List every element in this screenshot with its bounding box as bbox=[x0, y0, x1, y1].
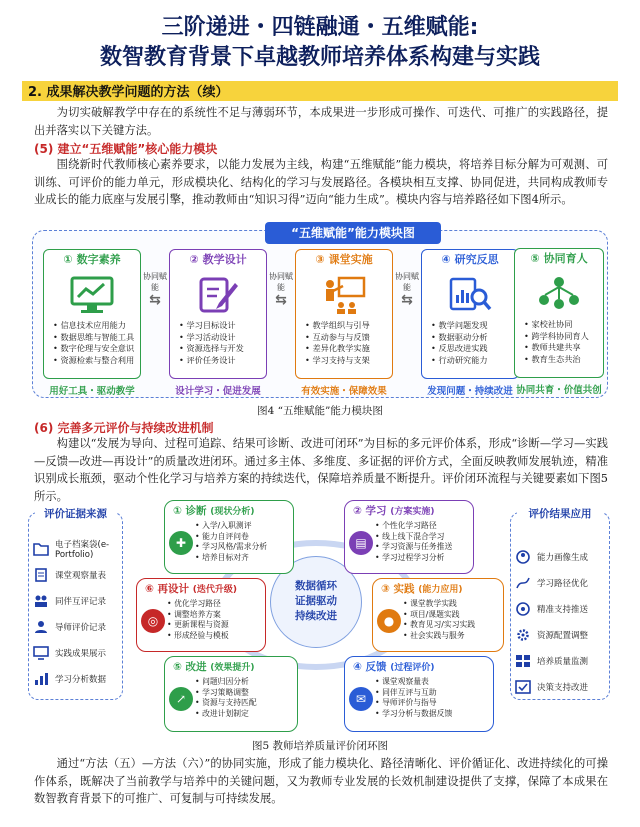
pencil-doc-icon bbox=[170, 270, 266, 320]
target-icon bbox=[515, 602, 531, 616]
list-item: • 差异化教学实施 bbox=[305, 343, 392, 355]
team-icon: ● bbox=[377, 609, 401, 633]
module-footer: 发现问题・持续改进 bbox=[427, 386, 513, 397]
module-card-research-reflection bbox=[421, 249, 519, 379]
list-item: • 学习支持与支架 bbox=[305, 355, 392, 367]
method5-paragraph: 围绕新时代教师核心素养要求，以能力发展为主线，构建“五维赋能”能力模块，将培养目标分解为可观测、可训练、可评价的能力单元，形成模块化、结构化的学习与发展路径。各模块相互支撑、协同促进，共同构成教师专业成长的能力底座与发展引擎，推动教师由“知识习得”迈向“能力生成”。模块内容与培养路径如下图4所示。 bbox=[34, 158, 608, 206]
panel-title: 评价证据来源 bbox=[35, 505, 116, 523]
connector-label: 协同赋能 ⇆ bbox=[395, 272, 419, 308]
monitor-icon bbox=[33, 646, 49, 660]
list-item: • 家校社协同 bbox=[524, 319, 603, 331]
list-item: • 教学组织与引导 bbox=[305, 320, 392, 332]
figure-4-caption: 图4 “五维赋能”能力模块图 bbox=[257, 405, 383, 417]
list-item: 学习路径优化 bbox=[515, 573, 607, 593]
module-footer: 协同共育・价值共创 bbox=[516, 385, 602, 396]
stage-practice: ③ 实践 (能力应用) ● • 课堂教学实践 • 项目/课题实践 • 教育见习/实习实践 • 社会实践与服务 bbox=[372, 578, 504, 652]
list-item: • 信息技术应用能力 bbox=[53, 320, 140, 332]
list-item: • 数据驱动分析 bbox=[431, 332, 518, 344]
list-item: • 教师共建共享 bbox=[524, 342, 603, 354]
result-application-panel bbox=[510, 508, 610, 700]
figure-4-title: “五维赋能”能力模块图 bbox=[265, 222, 441, 244]
module-card-digital-literacy bbox=[43, 249, 141, 379]
list-item: 学习分析数据 bbox=[33, 669, 120, 689]
section-heading-bar bbox=[22, 81, 618, 101]
gear-icon bbox=[515, 628, 531, 642]
list-item: • 教学问题发现 bbox=[431, 320, 518, 332]
people-icon bbox=[33, 594, 49, 608]
list-item: • 互动参与与反馈 bbox=[305, 332, 392, 344]
people-network-icon bbox=[515, 269, 603, 319]
module-card-collaborative-education bbox=[514, 248, 604, 378]
conclusion-paragraph: 通过“方法（五）—方法（六）”的协同实施，形成了能力模块化、路径清晰化、评价循证化、改进持续化的可操作体系，既解决了当前教学与培养中的关键问题，又为教师专业发展的长效机制建设提供了支撑，保障了本成果在数智教育背景下的可推广、可复制与可持续发展。 bbox=[34, 757, 608, 805]
list-item: • 学习活动设计 bbox=[179, 332, 266, 344]
module-card-teaching-design bbox=[169, 249, 267, 379]
list-item: 电子档案袋(e-Portfolio) bbox=[33, 535, 120, 563]
magnifier-report-icon bbox=[422, 270, 518, 320]
connector-label: 协同赋能 ⇆ bbox=[269, 272, 293, 308]
list-item: • 评价任务设计 bbox=[179, 355, 266, 367]
growth-chart-icon: ↗ bbox=[169, 687, 193, 711]
connector-label: 协同赋能 ⇆ bbox=[143, 272, 167, 308]
list-item: 同伴互评记录 bbox=[33, 591, 120, 611]
list-item: • 数据思维与智能工具 bbox=[53, 332, 140, 344]
module-item-list bbox=[44, 320, 140, 366]
book-icon: ▤ bbox=[349, 531, 373, 555]
panel-title: 评价结果应用 bbox=[517, 505, 603, 523]
list-item: 导师评价记录 bbox=[33, 617, 120, 637]
list-item: 资源配置调整 bbox=[515, 625, 607, 645]
module-title: ③ 课堂实施 bbox=[315, 253, 373, 266]
chart-screen-icon bbox=[44, 270, 140, 320]
list-item: • 资源选择与开发 bbox=[179, 343, 266, 355]
figure-5-caption: 图5 教师培养质量评价闭环图 bbox=[251, 740, 389, 752]
module-footer: 设计学习・促进发展 bbox=[175, 386, 261, 397]
stage-feedback: ④ 反馈 (过程评价) ✉ • 课堂观察量表 • 同伴互评与互助 • 导师评价与指导 • 学习分析与数据反馈 bbox=[344, 656, 494, 732]
mentor-icon bbox=[33, 620, 49, 634]
path-icon bbox=[515, 576, 531, 590]
stage-improve: ⑤ 改进 (效果提升) ↗ • 问题归因分析 • 学习策略调整 • 资源与支持匹配 • 改进计划制定 bbox=[164, 656, 298, 732]
folder-icon bbox=[33, 542, 49, 556]
method6-paragraph: 构建以“发展为导向、过程可追踪、结果可诊断、改进可闭环”为目标的多元评价体系，形成“诊断—学习—实践—反馈—改进—再设计”的质量改进闭环。通过多主体、多维度、多证据的评价方式，全面反映教师发展轨迹，精准识别成长瓶颈，驱动个性化学习与培养方案的持续迭代，保障培养质量不断提升。评价闭环流程与关键要素如下图5所示。 bbox=[34, 437, 608, 503]
list-item: 精准支持推送 bbox=[515, 599, 607, 619]
title-line-2: 数智教育背景下卓越教师培养体系构建与实践 bbox=[99, 45, 540, 70]
teacher-board-icon bbox=[296, 270, 392, 320]
list-item: • 学习目标设计 bbox=[179, 320, 266, 332]
stethoscope-icon: ✚ bbox=[169, 531, 193, 555]
stage-redesign: ⑥ 再设计 (迭代升级) ◎ • 优化学习路径 • 调整培养方案 • 更新课程与资源 • 形成经验与模板 bbox=[136, 578, 266, 652]
list-item: • 数字伦理与安全意识 bbox=[53, 343, 140, 355]
chat-icon: ✉ bbox=[349, 687, 373, 711]
intro-paragraph: 为切实破解教学中存在的系统性不足与薄弱环节，本成果进一步形成可操作、可迭代、可推广的实践路径，提出并落实以下关键方法。 bbox=[34, 106, 608, 137]
method5-heading: (5) 建立“五维赋能”核心能力模块 bbox=[34, 142, 218, 156]
module-title: ⑤ 协同育人 bbox=[530, 252, 588, 265]
list-item: • 跨学科协同育人 bbox=[524, 331, 603, 343]
list-item: 实践成果展示 bbox=[33, 643, 120, 663]
list-item: • 反思改进实践 bbox=[431, 343, 518, 355]
cycle-center: 数据循环 证据驱动 持续改进 bbox=[270, 556, 362, 648]
list-item: 能力画像生成 bbox=[515, 547, 607, 567]
list-item: 培养质量监测 bbox=[515, 651, 607, 671]
stage-learn: ② 学习 (方案实施) ▤ • 个性化学习路径 • 线上线下混合学习 • 学习资源与任务推送 • 学习过程学习分析 bbox=[344, 500, 474, 574]
title-line-1: 三阶递进・四链融通・五维赋能: bbox=[161, 15, 479, 40]
module-footer: 用好工具・驱动教学 bbox=[49, 386, 135, 397]
evidence-source-panel bbox=[28, 508, 123, 700]
clipboard-icon bbox=[33, 568, 49, 582]
module-title: ② 教学设计 bbox=[189, 253, 247, 266]
checklist-icon bbox=[515, 680, 531, 694]
profile-icon bbox=[515, 550, 531, 564]
list-item: • 资源检索与整合利用 bbox=[53, 355, 140, 367]
module-title: ④ 研究反思 bbox=[441, 253, 499, 266]
section-heading: 2. 成果解决教学问题的方法（续） bbox=[28, 85, 229, 100]
method6-heading: (6) 完善多元评价与持续改进机制 bbox=[34, 421, 214, 435]
list-item: • 行动研究能力 bbox=[431, 355, 518, 367]
module-title: ① 数字素养 bbox=[63, 253, 121, 266]
list-item: 决策支持改进 bbox=[515, 677, 607, 697]
module-footer: 有效实施・保障效果 bbox=[301, 386, 387, 397]
stage-diagnose: ① 诊断 (现状分析) ✚ • 入学/入职测评 • 能力自评问卷 • 学习风格/需求分析 • 培养目标对齐 bbox=[164, 500, 294, 574]
module-card-classroom-practice bbox=[295, 249, 393, 379]
grid-icon bbox=[515, 654, 531, 668]
list-item: 课堂观察量表 bbox=[33, 565, 120, 585]
bar-chart-icon bbox=[33, 672, 49, 686]
target-icon: ◎ bbox=[141, 609, 165, 633]
list-item: • 教育生态共治 bbox=[524, 354, 603, 366]
